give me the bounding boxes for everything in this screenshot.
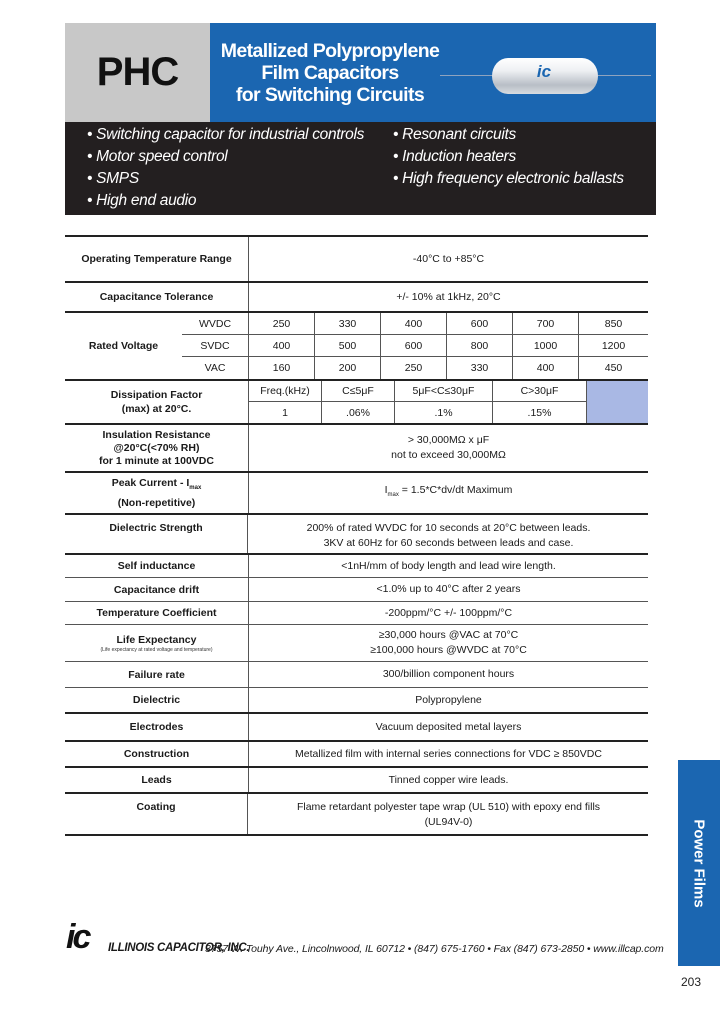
value-line: ≥100,000 hours @WVDC at 70°C (370, 644, 527, 656)
row-value: Tinned copper wire leads. (388, 773, 509, 786)
voltage-type: SVDC (182, 335, 248, 357)
value-line: > 30,000MΩ x μF (407, 434, 490, 446)
row-operating-temp (65, 237, 648, 283)
row-insulation-resistance (65, 425, 648, 473)
row-label: Failure rate (65, 662, 249, 687)
row-label (65, 381, 249, 423)
voltage-value: 1000 (513, 335, 579, 357)
df-header: C≤5μF (322, 381, 395, 402)
row-value (249, 515, 648, 553)
row-value: 300/billion component hours (382, 668, 515, 680)
voltage-value: 400 (249, 335, 315, 357)
capacitor-lead-right (596, 75, 651, 76)
feature-item: • Switching capacitor for industrial controls (87, 126, 365, 143)
df-value: .1% (395, 402, 493, 423)
feature-item: • Resonant circuits (393, 126, 516, 143)
title-line-3: for Switching Circuits (235, 84, 425, 106)
voltage-value: 400 (381, 313, 447, 335)
value-text: I (384, 483, 388, 496)
df-header: Freq.(kHz) (249, 381, 322, 402)
feature-item: • SMPS (87, 170, 139, 187)
row-label: Leads (65, 768, 249, 792)
row-capacitance-tolerance (65, 283, 648, 313)
value-line (385, 483, 513, 503)
voltage-value: 450 (604, 362, 623, 374)
row-value (249, 625, 648, 661)
label-text: Peak Current - I (111, 477, 190, 490)
row-value: +/- 10% at 1kHz, 20°C (396, 290, 501, 303)
page-number: 203 (681, 975, 702, 989)
row-dielectric (65, 688, 648, 714)
value-line: 3KV at 60Hz for 60 seconds between leads and case. (323, 537, 574, 549)
voltage-value: 330 (315, 313, 381, 335)
row-capacitance-drift (65, 578, 648, 602)
label-line (112, 476, 202, 495)
df-header: 5μF<C≤30μF (395, 381, 493, 402)
specifications-table (65, 235, 648, 836)
row-label: Capacitance Tolerance (65, 283, 249, 311)
row-label: Capacitance drift (65, 578, 249, 601)
product-code: PHC (96, 50, 179, 94)
voltage-value: 400 (513, 357, 579, 379)
value-line: Flame retardant polyester tape wrap (UL 510) with epoxy end fills (296, 801, 601, 813)
value-line: not to exceed 30,000MΩ (391, 449, 506, 461)
df-header: C>30μF (493, 381, 587, 402)
row-label: Dielectric Strength (65, 515, 248, 553)
value-subscript: max (387, 492, 399, 499)
product-title (214, 40, 446, 106)
voltage-value: 700 (513, 313, 579, 335)
voltage-type: VAC (204, 362, 226, 374)
row-value: Polypropylene (415, 693, 482, 706)
label-line: Insulation Resistance (102, 428, 211, 441)
label-subscript: max (189, 485, 202, 492)
label-fine-print: (Life expectancy at rated voltage and temperature) (100, 646, 213, 653)
row-construction (65, 742, 648, 768)
row-rated-voltage (65, 313, 648, 381)
voltage-value: 1200 (579, 335, 648, 357)
title-line-2: Film Capacitors (261, 62, 399, 84)
row-label: Electrodes (65, 714, 249, 740)
row-value (249, 794, 648, 834)
row-life-expectancy (65, 625, 648, 662)
row-value (249, 473, 648, 513)
row-label: Temperature Coefficient (65, 602, 249, 624)
capacitor-lead-left (440, 75, 494, 76)
label-line: Life Expectancy (116, 633, 197, 646)
label-line: Dissipation Factor (110, 389, 203, 401)
feature-item: • High frequency electronic ballasts (393, 170, 624, 187)
section-tab-label: Power Films (690, 818, 708, 908)
capacitor-logo: ic (536, 62, 552, 81)
row-value: -40°C to +85°C (412, 252, 485, 265)
row-label (65, 625, 249, 661)
df-value: .15% (493, 402, 587, 423)
value-line: 200% of rated WVDC for 10 seconds at 20°C between leads. (306, 522, 591, 534)
company-address: 3757 W. Touhy Ave., Lincolnwood, IL 60712 • (847) 675-1760 • Fax (847) 673-2850 • www.illcap.com (205, 943, 664, 955)
row-label (65, 425, 249, 471)
voltage-value: 800 (447, 335, 513, 357)
voltage-value: 850 (579, 313, 648, 335)
feature-item: • High end audio (87, 192, 197, 209)
voltage-value: 160 (249, 357, 315, 379)
company-name: ILLINOIS CAPACITOR, INC. (108, 942, 250, 954)
value-line: (UL94V-0) (424, 816, 473, 828)
row-coating (65, 794, 648, 836)
row-temperature-coefficient (65, 602, 648, 625)
voltage-type: WVDC (182, 313, 248, 335)
df-highlight-cell (587, 381, 648, 423)
row-label: Coating (65, 794, 248, 834)
row-value (249, 425, 648, 471)
row-label: Construction (65, 742, 249, 766)
row-label (65, 473, 249, 513)
value-text: = 1.5*C*dv/dt Maximum (398, 483, 513, 496)
section-tab-label-wrap (678, 760, 720, 966)
df-value: .06% (322, 402, 395, 423)
row-electrodes (65, 714, 648, 742)
row-label: Rated Voltage (88, 340, 159, 352)
df-value: 1 (249, 402, 322, 423)
row-value: <1nH/mm of body length and lead wire length. (341, 559, 556, 572)
title-line-1: Metallized Polypropylene (220, 40, 440, 62)
row-leads (65, 768, 648, 794)
voltage-value: 200 (315, 357, 381, 379)
company-logo: ic (66, 918, 89, 956)
row-failure-rate (65, 662, 648, 688)
row-self-inductance (65, 555, 648, 578)
label-line: for 1 minute at 100VDC (99, 454, 214, 467)
voltage-value: 600 (381, 335, 447, 357)
row-value: -200ppm/°C +/- 100ppm/°C (384, 606, 513, 619)
row-peak-current (65, 473, 648, 515)
value-line: ≥30,000 hours @VAC at 70°C (378, 629, 519, 641)
row-value: Metallized film with internal series connections for VDC ≥ 850VDC (295, 747, 602, 760)
label-line: @20°C(<70% RH) (113, 441, 200, 454)
feature-item: • Motor speed control (87, 148, 228, 165)
label-line: (max) at 20°C. (121, 403, 192, 415)
row-value: Vacuum deposited metal layers (375, 720, 522, 733)
row-label: Dielectric (65, 688, 249, 712)
feature-item: • Induction heaters (393, 148, 516, 165)
row-label: Self inductance (65, 555, 249, 577)
voltage-value: 330 (447, 357, 513, 379)
row-value: <1.0% up to 40°C after 2 years (376, 583, 521, 595)
row-dissipation-factor (65, 381, 648, 425)
voltage-value: 600 (447, 313, 513, 335)
row-label: Operating Temperature Range (65, 237, 249, 281)
voltage-value: 250 (381, 357, 447, 379)
label-line: (Non-repetitive) (117, 496, 196, 509)
voltage-value: 250 (249, 313, 315, 335)
features-band (65, 122, 656, 215)
voltage-value: 500 (315, 335, 381, 357)
row-dielectric-strength (65, 515, 648, 555)
